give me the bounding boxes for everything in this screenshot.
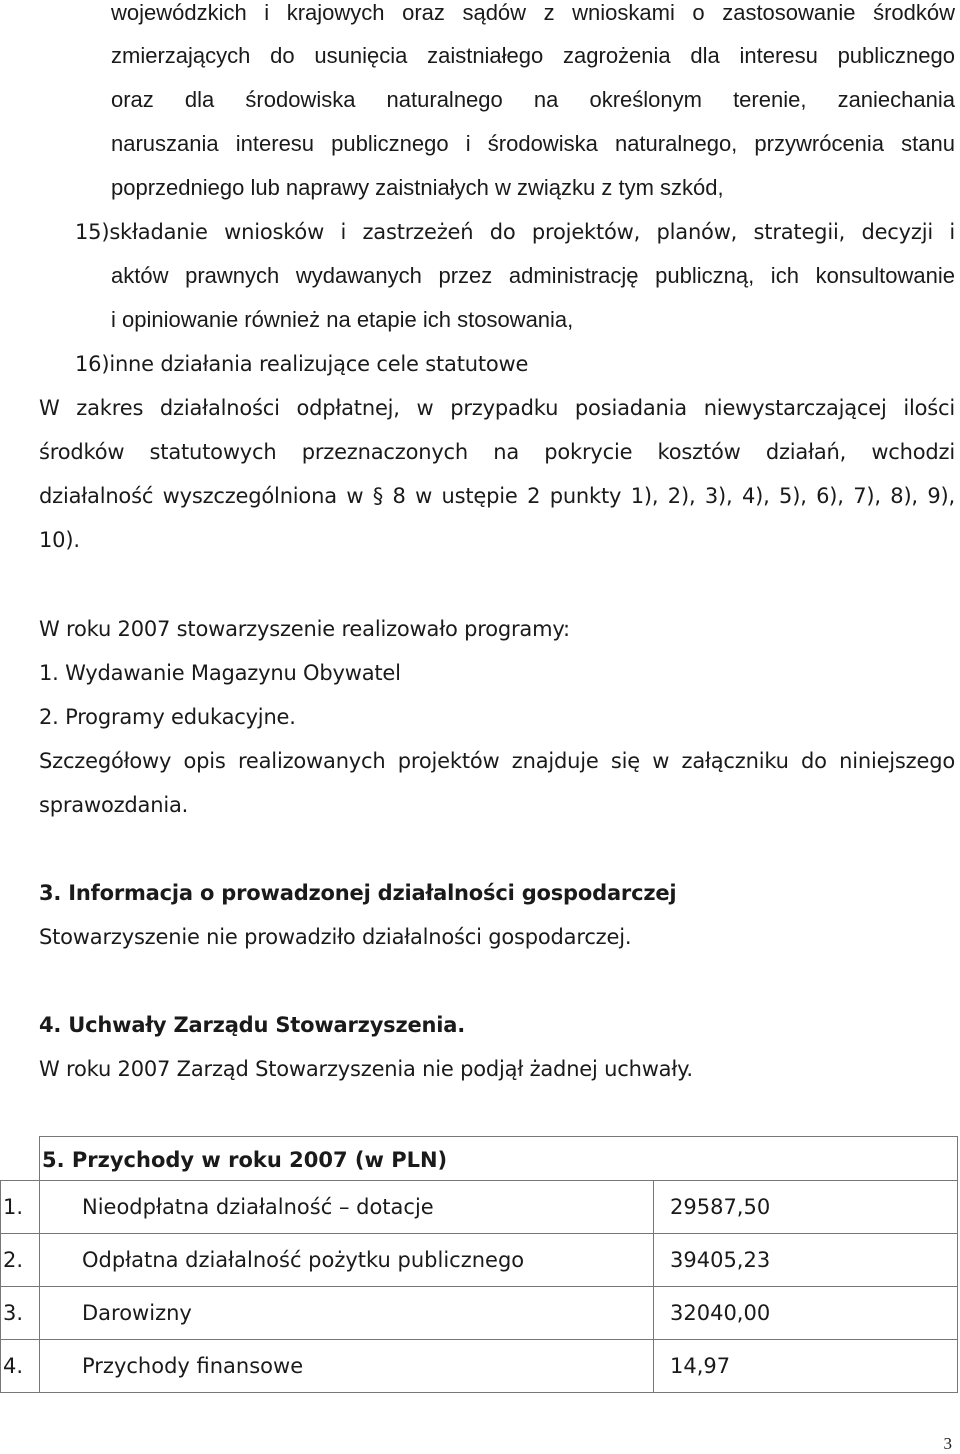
table-row: [1, 1234, 958, 1287]
table-row: [1, 1181, 958, 1234]
row-label: Odpłatna działalność pożytku publicznego: [40, 1234, 654, 1287]
row-number: 2.: [1, 1234, 40, 1287]
program-item-1: 1. Wydawanie Magazynu Obywatel: [39, 661, 401, 685]
paid-activity-line-3: działalność wyszczególniona w § 8 w ustępie 2 punkty 1), 2), 3), 4), 5), 6), 7), 8), 9),: [39, 484, 955, 508]
paid-activity-line-2: środków statutowych przeznaczonych na pokrycie kosztów działań, wchodzi: [39, 440, 955, 464]
row-value: 39405,23: [654, 1234, 958, 1287]
programs-details-line-2: sprawozdania.: [39, 793, 189, 817]
revenue-table-header-row: [1, 1137, 958, 1181]
section-3-text: Stowarzyszenie nie prowadziło działalności gospodarczej.: [39, 925, 632, 949]
list-item-15-line-3: i opiniowanie również na etapie ich stosowania,: [111, 307, 574, 332]
table-row: [1, 1340, 958, 1393]
programs-intro: W roku 2007 stowarzyszenie realizowało programy:: [39, 617, 570, 641]
paid-activity-line-4: 10).: [39, 528, 80, 552]
row-label: Darowizny: [40, 1287, 654, 1340]
list-continuation-line-1: wojewódzkich i krajowych oraz sądów z wnioskami o zastosowanie środków: [111, 0, 955, 25]
program-item-2: 2. Programy edukacyjne.: [39, 705, 296, 729]
list-continuation-line-2: zmierzających do usunięcia zaistniałego zagrożenia dla interesu publicznego: [111, 43, 955, 68]
list-item-15: 15)składanie wniosków i zastrzeżeń do projektów, planów, strategii, decyzji i: [75, 220, 955, 244]
section-5-heading: 5. Przychody w roku 2007 (w PLN): [40, 1137, 958, 1181]
section-4-text: W roku 2007 Zarząd Stowarzyszenia nie podjął żadnej uchwały.: [39, 1057, 693, 1081]
section-3-heading: 3. Informacja o prowadzonej działalności gospodarczej: [39, 881, 677, 905]
row-number: 3.: [1, 1287, 40, 1340]
row-label: Przychody finansowe: [40, 1340, 654, 1393]
row-number: 4.: [1, 1340, 40, 1393]
paid-activity-line-1: W zakres działalności odpłatnej, w przypadku posiadania niewystarczającej ilości: [39, 396, 955, 420]
revenue-table: [0, 1136, 958, 1393]
row-value: 32040,00: [654, 1287, 958, 1340]
page-number: 3: [943, 1434, 952, 1453]
list-item-15-line-2: aktów prawnych wydawanych przez administrację publiczną, ich konsultowanie: [111, 263, 955, 288]
list-continuation-line-4: naruszania interesu publicznego i środowiska naturalnego, przywrócenia stanu: [111, 131, 955, 156]
row-value: 14,97: [654, 1340, 958, 1393]
list-continuation-line-5: poprzedniego lub naprawy zaistniałych w związku z tym szkód,: [111, 175, 724, 200]
programs-details-line-1: Szczegółowy opis realizowanych projektów znajduje się w załączniku do niniejszego: [39, 749, 955, 773]
row-label: Nieodpłatna działalność – dotacje: [40, 1181, 654, 1234]
section-4-heading: 4. Uchwały Zarządu Stowarzyszenia.: [39, 1013, 466, 1037]
list-item-16: 16)inne działania realizujące cele statutowe: [75, 352, 529, 376]
list-continuation-line-3: oraz dla środowiska naturalnego na określonym terenie, zaniechania: [111, 87, 955, 112]
row-value: 29587,50: [654, 1181, 958, 1234]
row-number: 1.: [1, 1181, 40, 1234]
table-row: [1, 1287, 958, 1340]
